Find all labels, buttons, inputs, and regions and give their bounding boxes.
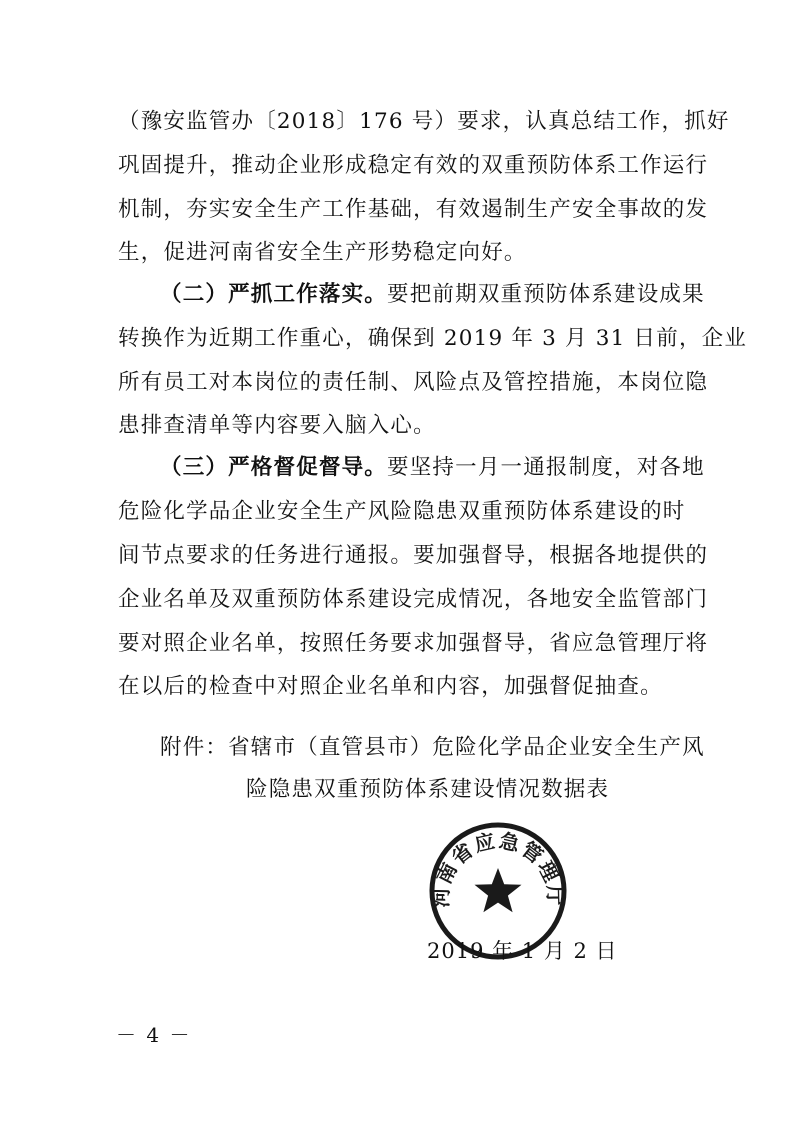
paragraph3-line2: 危险化学品企业安全生产风险隐患双重预防体系建设的时 (118, 499, 686, 524)
attachment-line2: 险隐患双重预防体系建设情况数据表 (246, 777, 610, 802)
paragraph2-line3: 所有员工对本岗位的责任制、风险点及管控措施，本岗位隐 (118, 370, 709, 395)
paragraph2-heading: （二）严抓工作落实。 (160, 282, 388, 307)
paragraph1-line1: （豫安监管办〔2018〕176 号）要求，认真总结工作，抓好 (118, 109, 730, 134)
paragraph2-line4: 患排查清单等内容要入脑入心。 (118, 413, 436, 438)
paragraph3-line5: 要对照企业名单，按照任务要求加强督导，省应急管理厅将 (118, 631, 709, 656)
paragraph1-line2: 巩固提升，推动企业形成稳定有效的双重预防体系工作运行 (118, 153, 709, 178)
signing-date: 2019 年 1 月 2 日 (427, 939, 618, 963)
paragraph3-line4: 企业名单及双重预防体系建设完成情况，各地安全监管部门 (118, 587, 709, 612)
attachment-line1: 附件：省辖市（直管县市）危险化学品企业安全生产风 (160, 735, 705, 760)
paragraph3-line6: 在以后的检查中对照企业名单和内容，加强督促抽查。 (118, 674, 663, 699)
paragraph2-line1-text: 要把前期双重预防体系建设成果 (387, 282, 705, 307)
paragraph3-line1-text: 要坚持一月一通报制度，对各地 (387, 455, 705, 480)
paragraph2-line2: 转换作为近期工作重心，确保到 2019 年 3 月 31 日前，企业 (118, 326, 748, 351)
paragraph1-line3: 机制，夯实安全生产工作基础，有效遏制生产安全事故的发 (118, 197, 709, 222)
page-number: － 4 － (116, 1023, 192, 1047)
seal-text: 河南省应急管理厅 (428, 828, 568, 908)
paragraph2-line1 (160, 282, 705, 307)
paragraph1-line4: 生，促进河南省安全生产形势稳定向好。 (118, 240, 527, 265)
paragraph3-heading: （三）严格督促督导。 (160, 455, 388, 480)
paragraph3-line3: 间节点要求的任务进行通报。要加强督导，根据各地提供的 (118, 543, 709, 568)
star-icon (475, 868, 522, 912)
paragraph3-line1 (160, 455, 705, 480)
